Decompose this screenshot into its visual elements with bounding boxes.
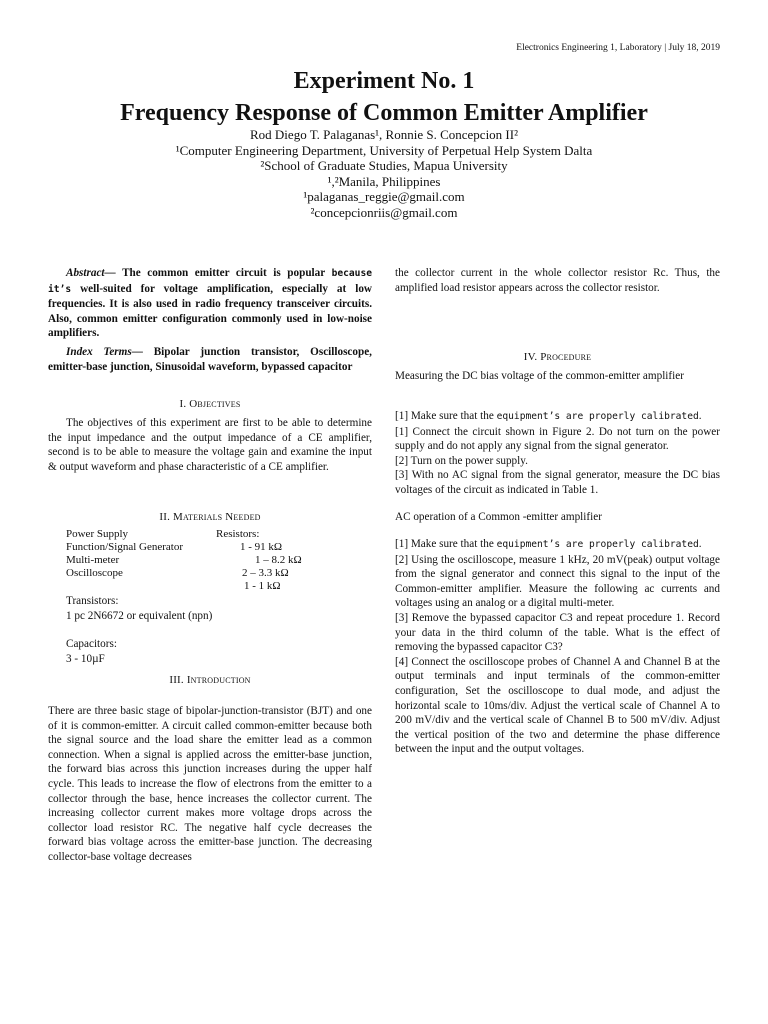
objectives-heading-wrap <box>48 397 372 412</box>
introduction-continued <box>395 266 720 295</box>
materials-table <box>66 528 366 593</box>
procedure-ac-step-3: [3] Remove the bypassed capacitor C3 and repeat procedure 1. Record your data in the third column of the table. What is the effect of removing the bypassed capacitor C3? <box>395 611 720 654</box>
procedure-step-1-calibrate <box>395 409 720 425</box>
introduction-heading-wrap <box>48 673 372 688</box>
objectives-section <box>48 416 372 474</box>
procedure-step-3: [3] With no AC signal from the signal generator, measure the DC bias voltages of the circuit as indicated in Table 1. <box>395 469 720 496</box>
introduction-text: There are three basic stage of bipolar-junction-transistor (BJT) and one of it is common-emitter. A circuit called common-emitter because both the signal source and the load share the emitter lead as a common connection. When a signal is applied across the emitter-base junction, the forward bias across this junction increases during the upper half cycle. This leads to increase the flow of electrons from the emitter to a collector through the base, hence increases the collector current. The increasing collector current makes more voltage drops across the collector load resistor RC. The negative half cycle decreases the forward bias voltage across the emitter-base junction. The decreasing collector-base voltage decreases <box>48 705 372 863</box>
procedure-dc-steps <box>395 409 720 498</box>
procedure-dc-title-wrap <box>395 369 720 384</box>
abstract-text-a: The common emitter circuit is popular <box>115 267 332 279</box>
transistors-value: 1 pc 2N6672 or equivalent (npn) <box>66 609 213 622</box>
materials-heading-wrap <box>48 510 372 525</box>
procedure-heading-wrap <box>395 350 720 365</box>
index-terms-label: Index Terms— <box>66 346 143 358</box>
procedure-ac-title-wrap <box>395 510 720 525</box>
introduction-continued-text: the collector current in the whole collector resistor Rc. Thus, the amplified load resistor appears across the collector resistor. <box>395 267 720 294</box>
index-terms <box>48 345 372 374</box>
affiliation-1: ¹Computer Engineering Department, University of Perpetual Help System Dalta <box>175 142 593 158</box>
introduction-heading: III. Introduction <box>169 674 251 686</box>
objectives-text: The objectives of this experiment are first to be able to determine the input impedance and the output impedance of a CE amplifier, second is to be able to measure the voltage gain and examine the input & output waveform and phase characteristic of a CE amplifier. <box>48 417 372 473</box>
running-header: Electronics Engineering 1, Laboratory | July 18, 2019 <box>516 43 720 53</box>
step1-text-a: [1] Make sure that the <box>395 410 497 422</box>
material-item: Oscilloscope <box>66 567 123 579</box>
ac-step1-text-c: . <box>698 538 702 550</box>
materials-row <box>66 554 366 567</box>
material-item: Power Supply <box>66 528 129 540</box>
procedure-ac-step-4: [4] Connect the oscilloscope probes of Channel A and Channel B at the output terminals and input terminals of the common-emitter configuration, Set the oscilloscope to dual mode, and adjust the horizontal scale to 10ms/div. Adjust the vertical scale of Channel A to 200 mV/div and the vertical scale of Channel B to 500 mV/div. Adjust the vertical position of the two and determine the phase difference between the input and the output voltages. <box>395 655 720 756</box>
experiment-number: Experiment No. 1 <box>293 68 475 94</box>
author-names: Rod Diego T. Palaganas¹, Ronnie S. Concepcion II² <box>250 127 518 142</box>
procedure-ac-steps <box>395 537 720 757</box>
step1-text-c: . <box>698 410 702 422</box>
index-terms-text: Bipolar junction transistor, Oscilloscope, emitter-base junction, Sinusoidal waveform, bypassed capacitor <box>48 346 372 373</box>
resistor-item: 1 – 8.2 kΩ <box>255 554 302 566</box>
resistor-item: 2 – 3.3 kΩ <box>242 567 289 579</box>
abstract-text-b: because it’s <box>48 268 372 295</box>
procedure-ac-title: AC operation of a Common -emitter amplifier <box>395 511 602 523</box>
procedure-dc-title: Measuring the DC bias voltage of the common-emitter amplifier <box>395 370 684 382</box>
material-item: Multi-meter <box>66 554 120 566</box>
resistor-item: 1 - 91 kΩ <box>240 541 283 553</box>
procedure-ac-step-2: [2] Using the oscilloscope, measure 1 kHz, 20 mV(peak) output voltage from the signal generator and connect this signal to the input of the Common-emitter amplifier. Measure the following ac currents and voltages using an analog or a digital multi-meter. <box>395 553 720 610</box>
materials-row <box>66 580 366 593</box>
materials-row <box>66 528 366 541</box>
step1-text-b: equipment’s are properly calibrated <box>496 411 699 422</box>
ac-step1-text-a: [1] Make sure that the <box>395 538 497 550</box>
procedure-step-2: [2] Turn on the power supply. <box>395 454 528 467</box>
resistor-item: Resistors: <box>216 528 260 540</box>
material-item: Function/Signal Generator <box>66 541 184 553</box>
email-1: ¹palaganas_reggie@gmail.com <box>303 189 465 204</box>
abstract-label: Abstract— <box>66 267 116 279</box>
paper-title: Frequency Response of Common Emitter Amplifier <box>120 100 648 126</box>
abstract-text-c: well-suited for voltage amplification, especially at low frequencies. It is also used in radio frequency transceiver circuits. Also, common emitter configuration commonly used in low-noise amplifiers. <box>48 282 372 340</box>
transistors-section <box>48 594 372 666</box>
email-2: ²concepcionriis@gmail.com <box>310 204 458 220</box>
ac-step1-text-b: equipment’s are properly calibrated <box>496 539 699 550</box>
affiliation-3: ¹,²Manila, Philippines <box>327 173 441 189</box>
objectives-heading: I. Objectives <box>179 398 241 410</box>
materials-heading: II. Materials Needed <box>159 511 261 523</box>
procedure-step-1: [1] Connect the circuit shown in Figure 2. Do not turn on the power supply and do not apply any signal from the signal generator. <box>395 425 720 453</box>
resistor-item: 1 - 1 kΩ <box>244 580 281 592</box>
transistors-label: Transistors: <box>66 595 119 607</box>
capacitors-label: Capacitors: <box>66 638 117 651</box>
introduction-section <box>48 704 372 865</box>
capacitors-value: 3 - 10µF <box>66 652 105 665</box>
materials-row <box>66 541 366 554</box>
procedure-heading: IV. Procedure <box>523 351 592 363</box>
abstract <box>48 266 372 341</box>
materials-row <box>66 567 366 580</box>
affiliation-2: ²School of Graduate Studies, Mapua University <box>260 158 508 173</box>
procedure-ac-step-1 <box>395 537 720 553</box>
author-block <box>0 127 768 220</box>
